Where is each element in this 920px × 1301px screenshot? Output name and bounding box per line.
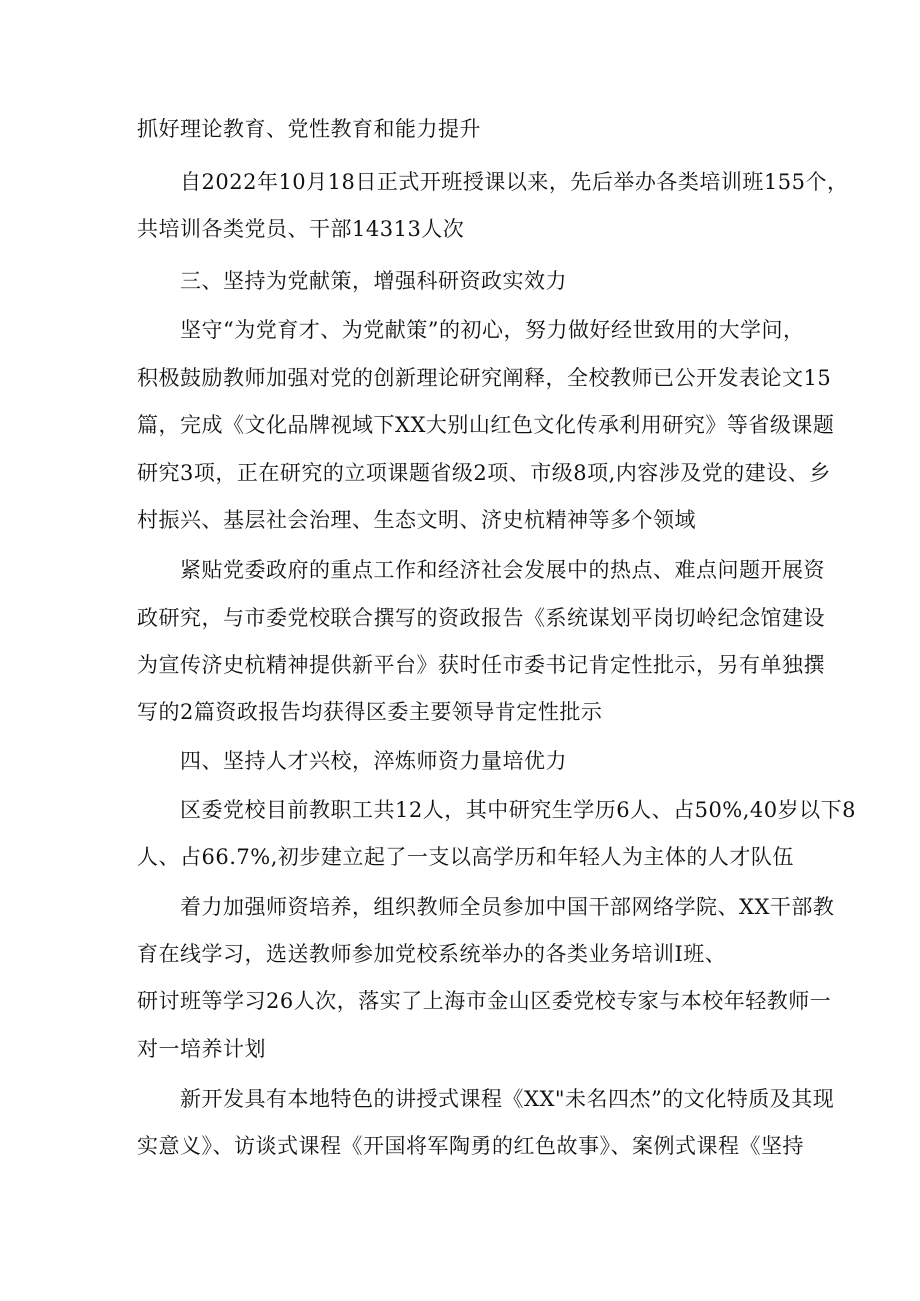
body-line: 为宣传济史杭精神提供新平台》获时任市委书记肯定性批示，另有单独撰 [137,653,825,677]
body-line: 研讨班等学习26人次，落实了上海市金山区委党校专家与本校年轻教师一 [137,989,832,1013]
section-heading: 三、坚持为党献策，增强科研资政实效力 [180,269,567,293]
body-line: 育在线学习，选送教师参加党校系统举办的各类业务培训I班、 [137,942,727,966]
body-line: 写的2篇资政报告均获得区委主要领导肯定性批示 [137,700,603,724]
body-line: 新开发具有本地特色的讲授式课程《XX"未名四杰”的文化特质及其现 [180,1087,835,1111]
body-line: 共培训各类党员、干部14313人次 [137,217,465,241]
body-line: 积极鼓励教师加强对党的创新理论研究阐释，全校教师已公开发表论文15 [137,366,832,390]
body-line: 政研究，与市委党校联合撰写的资政报告《系统谋划平岗切岭纪念馆建设 [137,606,825,630]
section-heading: 四、坚持人才兴校，淬炼师资力量培优力 [180,749,567,773]
body-line: 研究3项，正在研究的立项课题省级2项、市级8项,内容涉及党的建设、乡 [137,461,831,485]
body-line: 实意义》、访谈式课程《开国将军陶勇的红色故事》、案例式课程《坚持 [137,1134,804,1158]
body-line: 坚守“为党育才、为党献策”的初心，努力做好经世致用的大学问， [180,318,805,342]
body-line: 篇，完成《文化品牌视域下XX大别山红色文化传承利用研究》等省级课题 [137,413,835,437]
body-line: 抓好理论教育、党性教育和能力提升 [137,117,481,141]
body-line: 村振兴、基层社会治理、生态文明、济史杭精神等多个领域 [137,508,696,532]
body-line: 紧贴党委政府的重点工作和经济社会发展中的热点、难点问题开展资 [180,558,825,582]
body-line: 着力加强师资培养，组织教师全员参加中国干部网络学院、XX干部教 [180,895,835,919]
body-line: 区委党校目前教职工共12人，其中研究生学历6人、占50%,40岁以下8 [180,798,857,822]
body-line: 自2022年10月18日正式开班授课以来，先后举办各类培训班155个， [180,170,849,194]
body-line: 人、占66.7%,初步建立起了一支以高学历和年轻人为主体的人才队伍 [137,845,794,869]
body-line: 对一培养计划 [137,1037,266,1061]
